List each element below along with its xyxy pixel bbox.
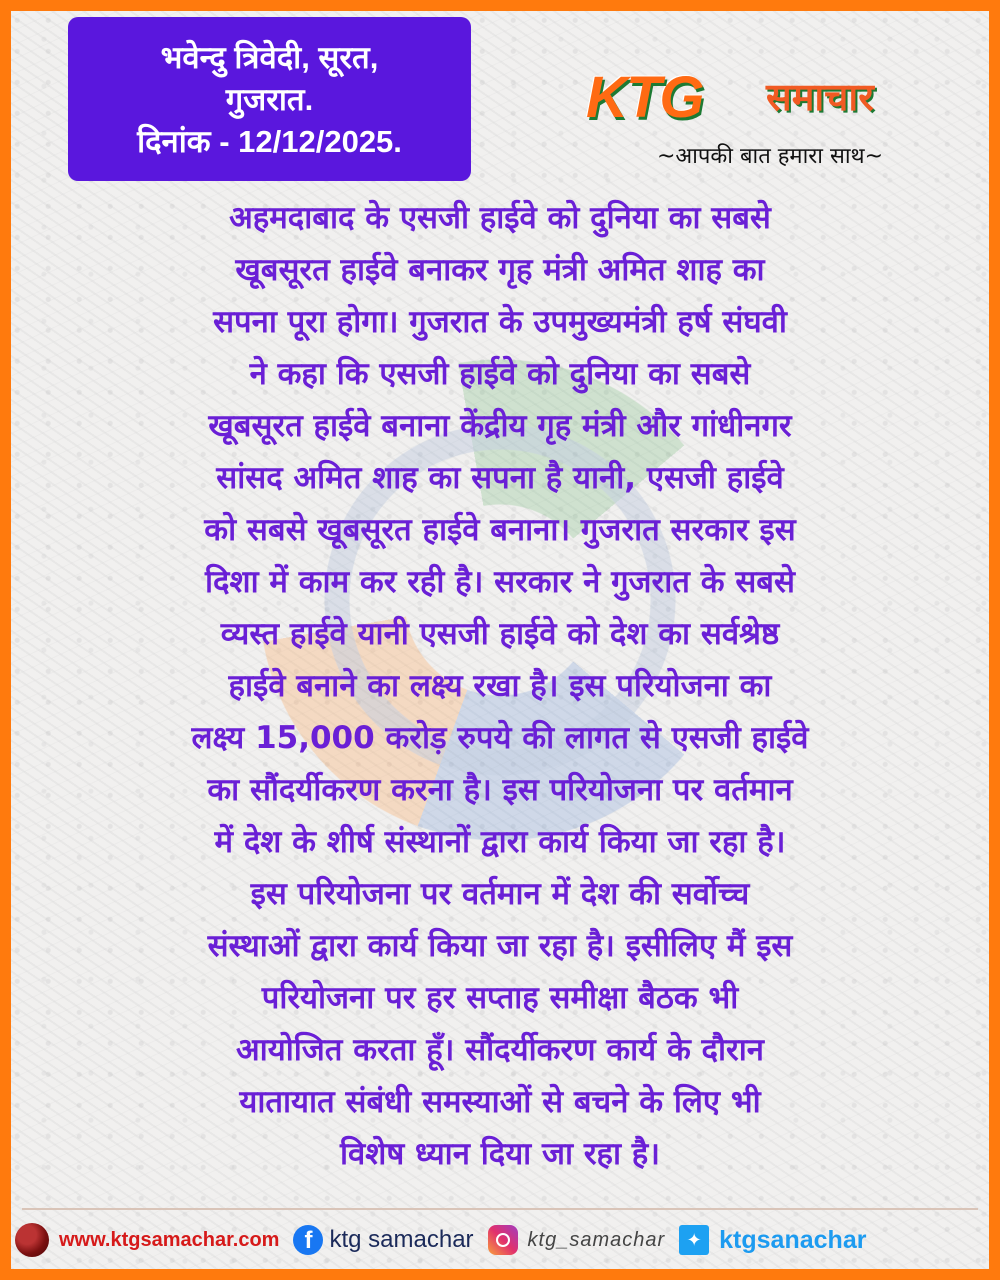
article-line: ने कहा कि एसजी हाईवे को दुनिया का सबसे [249, 356, 751, 392]
article-line: दिशा में काम कर रही है। सरकार ने गुजरात के सबसे [205, 564, 795, 600]
article-line: यातायात संबंधी समस्याओं से बचने के लिए भी [239, 1084, 761, 1120]
article-line: व्यस्त हाईवे यानी एसजी हाईवे को देश का सर्वश्रेष्ठ [220, 616, 780, 652]
article-line: को सबसे खूबसूरत हाईवे बनाना। गुजरात सरकार इस [204, 512, 796, 548]
twitter-icon: ✦ [679, 1225, 709, 1255]
article-line: परियोजना पर हर सप्ताह समीक्षा बैठक भी [261, 980, 739, 1016]
ktg-samachar-logo [580, 62, 960, 132]
website-link[interactable]: www.ktgsamachar.com [59, 1228, 280, 1251]
byline-box [68, 17, 471, 181]
footer-divider [22, 1208, 978, 1210]
article-line: इस परियोजना पर वर्तमान में देश की सर्वोच्च [250, 876, 750, 912]
logo-name: समाचार [766, 75, 874, 119]
article-line: का सौंदर्यीकरण करना है। इस परियोजना पर वर्तमान [207, 772, 793, 808]
facebook-icon: f [293, 1225, 323, 1255]
article-line: लक्ष्य 15,000 करोड़ रुपये की लागत से एसजी हाईवे [191, 720, 809, 756]
globe-icon [15, 1223, 49, 1257]
byline-author: भवेन्दु त्रिवेदी, सूरत, [160, 40, 379, 75]
article-line: आयोजित करता हूँ। सौंदर्यीकरण कार्य के दौरान [236, 1032, 764, 1068]
article-line: विशेष ध्यान दिया जा रहा है। [339, 1136, 660, 1172]
article-line: में देश के शीर्ष संस्थानों द्वारा कार्य किया जा रहा है। [214, 824, 786, 860]
footer-website[interactable] [15, 1223, 279, 1257]
footer-twitter[interactable] [679, 1225, 866, 1255]
instagram-handle[interactable]: ktg_samachar [527, 1228, 666, 1251]
article-line: संस्थाओं द्वारा कार्य किया जा रहा है। इसीलिए मैं इस [207, 928, 793, 964]
article-line: सपना पूरा होगा। गुजरात के उपमुख्यमंत्री हर्ष संघवी [213, 304, 787, 340]
footer-bar [15, 1216, 985, 1264]
footer-facebook[interactable] [293, 1225, 473, 1255]
byline-date: दिनांक - 12/12/2025. [137, 124, 402, 159]
article-line: अहमदाबाद के एसजी हाईवे को दुनिया का सबसे [229, 200, 771, 236]
footer-instagram[interactable] [488, 1225, 666, 1255]
byline-state: गुजरात. [225, 82, 314, 117]
article-body [32, 192, 968, 1180]
twitter-handle[interactable]: ktgsanachar [719, 1225, 867, 1254]
article-line: सांसद अमित शाह का सपना है यानी, एसजी हाईवे [216, 460, 784, 496]
article-line: हाईवे बनाने का लक्ष्य रखा है। इस परियोजना का [228, 668, 772, 704]
logo-brand: KTG [586, 65, 703, 130]
facebook-handle[interactable]: ktg samachar [329, 1226, 474, 1253]
logo-tagline: ~आपकी बात हमारा साथ~ [656, 144, 884, 169]
article-line: खूबसूरत हाईवे बनाकर गृह मंत्री अमित शाह का [235, 252, 765, 288]
article-line: खूबसूरत हाईवे बनाना केंद्रीय गृह मंत्री और गांधीनगर [208, 408, 792, 444]
instagram-icon [488, 1225, 518, 1255]
